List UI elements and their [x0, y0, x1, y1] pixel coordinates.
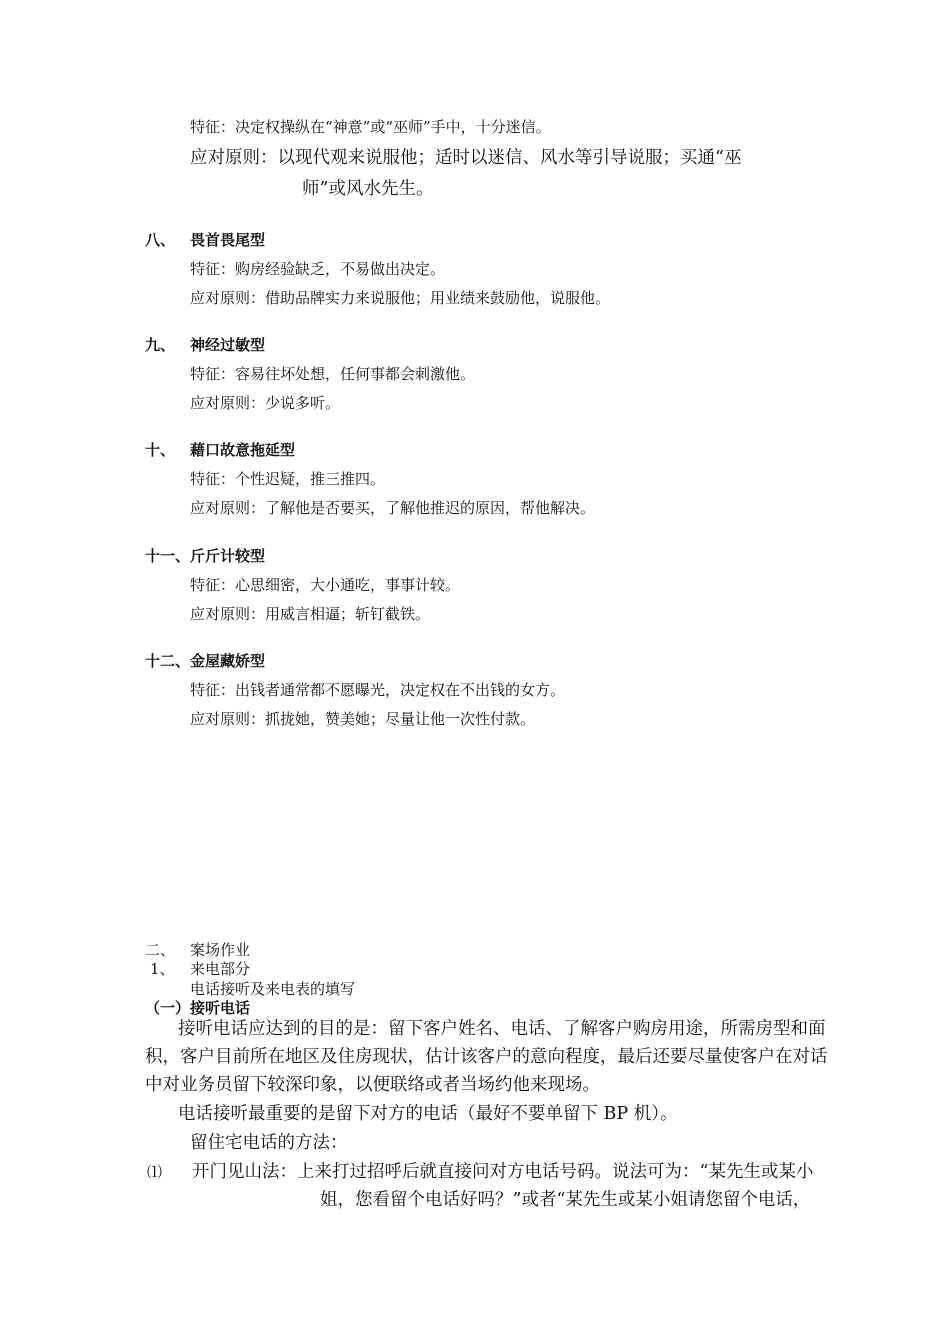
type-title: 畏首畏尾型	[190, 231, 266, 249]
principle-text: 应对原则：抓拢她，赞美她；尽量让他一次性付款。	[190, 710, 536, 728]
type-title: 藉口故意拖延型	[190, 441, 296, 459]
principle-text: 应对原则：用威言相逼；斩钉截铁。	[190, 605, 431, 623]
principle-text: 应对原则：以现代观来说服他；适时以迷信、风水等引导说服；买通“巫	[190, 148, 742, 168]
feature-text: 特征：决定权操纵在“神意”或“巫师”手中，十分迷信。	[190, 118, 551, 136]
section-heading: 案场作业	[190, 941, 251, 959]
principle-text: 应对原则：了解他是否要买，了解他推迟的原因，帮他解决。	[190, 499, 596, 517]
list-item-line: 开门见山法：上来打过招呼后就直接问对方电话号码。说法可为：“某先生或某小	[192, 1162, 814, 1182]
section-number: 二、	[145, 941, 176, 959]
paragraph-line: 接听电话应达到的目的是：留下客户姓名、电话、了解客户购房用途，所需房型和面	[178, 1019, 826, 1039]
feature-text: 特征：心思细密，大小通吃，事事计较。	[190, 576, 461, 594]
feature-text: 特征：购房经验缺乏，不易做出决定。	[190, 260, 446, 278]
section-title: （一）接听电话	[145, 999, 251, 1017]
type-number: 九、	[145, 336, 176, 354]
type-title: 神经过敏型	[190, 336, 266, 354]
type-title: 十一、斤斤计较型	[145, 547, 266, 565]
feature-text: 特征：个性迟疑，推三推四。	[190, 470, 386, 488]
subsubsection-heading: 电话接听及来电表的填写	[190, 980, 356, 998]
paragraph-line: 电话接听最重要的是留下对方的电话（最好不要单留下 BP 机）。	[178, 1104, 678, 1124]
subsection-heading: 来电部分	[190, 960, 251, 978]
paragraph-line: 积，客户目前所在地区及住房现状，估计该客户的意向程度，最后还要尽量使客户在对话	[145, 1047, 828, 1067]
list-marker: ⑴	[147, 1163, 163, 1181]
principle-text: 应对原则：借助品牌实力来说服他；用业绩来鼓励他，说服他。	[190, 289, 611, 307]
subsection-number: 1、	[150, 960, 175, 978]
type-number: 十、	[145, 441, 176, 459]
principle-text-cont: 师”或风水先生。	[302, 179, 434, 199]
principle-text: 应对原则：少说多听。	[190, 394, 341, 412]
type-title: 十二、金屋藏娇型	[145, 652, 266, 670]
feature-text: 特征：容易往坏处想，任何事都会刺激他。	[190, 365, 476, 383]
feature-text: 特征：出钱者通常都不愿曝光，决定权在不出钱的女方。	[190, 681, 566, 699]
type-number: 八、	[145, 231, 176, 249]
list-item-line-cont: 姐，您看留个电话好吗？”或者“某先生或某小姐请您留个电话，	[320, 1190, 811, 1210]
paragraph-line: 留住宅电话的方法：	[190, 1133, 348, 1153]
paragraph-line: 中对业务员留下较深印象，以便联络或者当场约他来现场。	[145, 1075, 600, 1095]
